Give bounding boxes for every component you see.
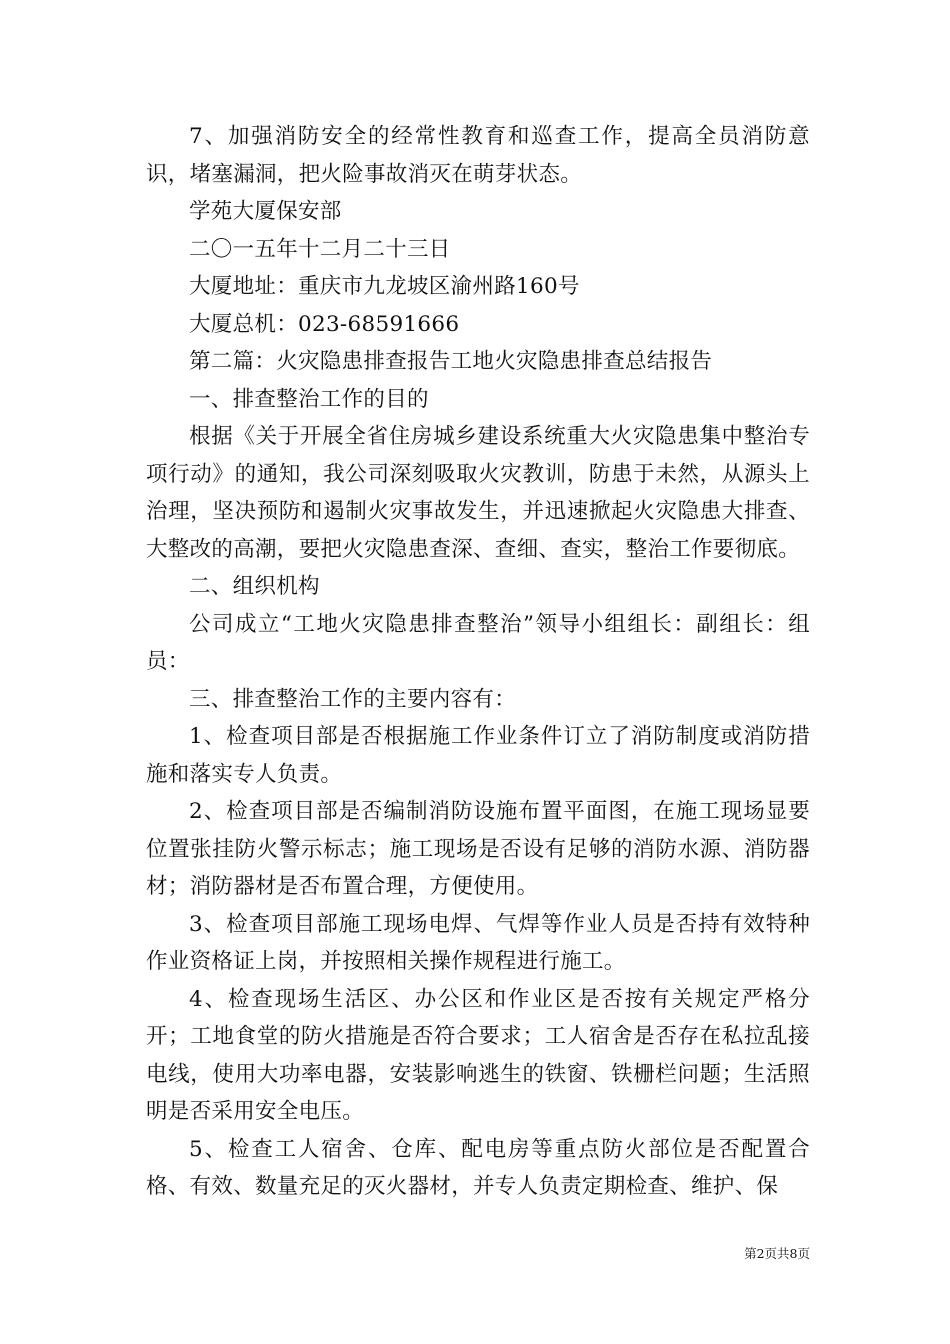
- list-item-5: 5、检查工人宿舍、仓库、配电房等重点防火部位是否配置合格、有效、数量充足的灭火器材，并专人负责定期检查、维护、保: [146, 1136, 810, 1199]
- heading-purpose: 一、排查整治工作的目的: [189, 386, 429, 412]
- page-indicator: 第2页共8页: [744, 1246, 810, 1261]
- heading-organization: 二、组织机构: [189, 574, 320, 599]
- heading-main-content: 三、排查整治工作的主要内容有：: [189, 686, 517, 712]
- list-item-1: 1、检查项目部是否根据施工作业条件订立了消防制度或消防措施和落实专人负责。: [146, 724, 810, 787]
- document-body: [146, 118, 810, 1206]
- signature-date: 二〇一五年十二月二十三日: [189, 236, 451, 262]
- paragraph-item-7: 7、加强消防安全的经常性教育和巡查工作，提高全员消防意识，堵塞漏洞，把火险事故消灭在萌芽状态。: [146, 124, 810, 187]
- building-phone: 大厦总机：023-68591666: [189, 311, 460, 337]
- paragraph-organization: 公司成立“工地火灾隐患排查整治”领导小组组长：副组长：组员：: [146, 611, 810, 674]
- section-title-part-two: 第二篇：火灾隐患排查报告工地火灾隐患排查总结报告: [189, 349, 713, 374]
- signature-department: 学苑大厦保安部: [189, 199, 342, 224]
- list-item-2: 2、检查项目部是否编制消防设施布置平面图，在施工现场显要位置张挂防火警示标志；施工现场是否设有足够的消防水源、消防器材；消防器材是否布置合理，方便使用。: [146, 799, 810, 899]
- building-address: 大厦地址：重庆市九龙坡区渝州路160号: [189, 274, 580, 299]
- paragraph-purpose: 根据《关于开展全省住房城乡建设系统重大火灾隐患集中整治专项行动》的通知，我公司深刻吸取火灾教训，防患于未然，从源头上治理，坚决预防和遏制火灾事故发生，并迅速掀起火灾隐患大排查、大整改的高潮，要把火灾隐患查深、查细、查实，整治工作要彻底。: [146, 424, 810, 562]
- list-item-3: 3、检查项目部施工现场电焊、气焊等作业人员是否持有效特种作业资格证上岗，并按照相关操作规程进行施工。: [146, 911, 810, 974]
- list-item-4: 4、检查现场生活区、办公区和作业区是否按有关规定严格分开；工地食堂的防火措施是否符合要求；工人宿舍是否存在私拉乱接电线，使用大功率电器，安装影响逃生的铁窗、铁栅栏问题；生活照明是否采用安全电压。: [146, 986, 810, 1124]
